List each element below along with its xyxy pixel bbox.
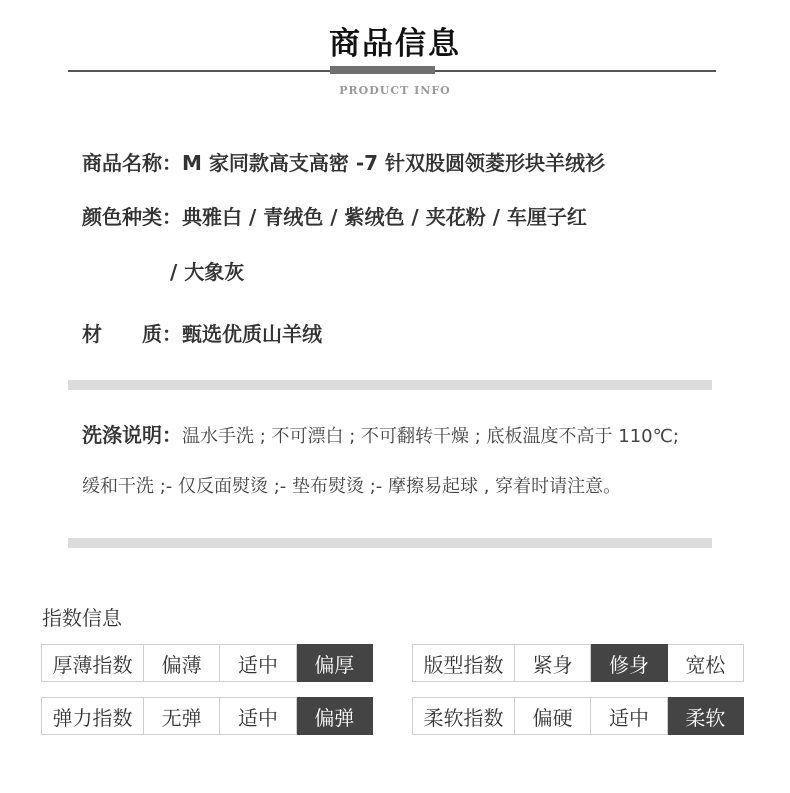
softness-option-hard: 偏硬 <box>515 698 591 735</box>
product-name-label: 商品名称： <box>82 151 182 175</box>
color-row <box>82 201 587 230</box>
elasticity-option-none: 无弹 <box>144 698 220 735</box>
separator-bar-top <box>68 380 712 390</box>
color-value-line1: 典雅白 / 青绒色 / 紫绒色 / 夹花粉 / 车厘子红 <box>182 205 587 229</box>
wash-text-1: 温水手洗 ; 不可漂白 ; 不可翻转干燥 ; 底板温度不高于 110℃; <box>182 426 679 447</box>
softness-index-label: 柔软指数 <box>413 698 515 735</box>
material-value: 甄选优质山羊绒 <box>182 322 322 346</box>
title-accent-bar <box>330 66 435 74</box>
product-name-row <box>82 147 605 176</box>
wash-label: 洗涤说明： <box>82 423 182 447</box>
softness-option-medium: 适中 <box>591 698 667 735</box>
material-row <box>82 318 322 347</box>
fit-option-loose: 宽松 <box>667 645 743 682</box>
elasticity-option-medium: 适中 <box>220 698 296 735</box>
color-label: 颜色种类： <box>82 205 182 229</box>
index-section-title: 指数信息 <box>42 606 122 630</box>
elasticity-option-stretchy: 偏弹 <box>296 698 372 735</box>
fit-option-tight: 紧身 <box>515 645 591 682</box>
elasticity-index-table <box>41 697 373 735</box>
softness-index-table <box>412 697 744 735</box>
thickness-option-thick: 偏厚 <box>296 645 372 682</box>
elasticity-index-label: 弹力指数 <box>42 698 144 735</box>
fit-index-label: 版型指数 <box>413 645 515 682</box>
wash-text-2: 缓和干洗 ;- 仅反面熨烫 ;- 垫布熨烫 ;- 摩擦易起球 , 穿着时请注意。 <box>82 476 622 497</box>
thickness-index-label: 厚薄指数 <box>42 645 144 682</box>
wash-line-1 <box>82 419 679 448</box>
fit-index-table <box>412 644 744 682</box>
wash-line-2 <box>82 472 621 498</box>
separator-bar-bottom <box>68 538 712 548</box>
product-name-value: M 家同款高支高密 -7 针双股圆领菱形块羊绒衫 <box>182 151 606 175</box>
thickness-option-thin: 偏薄 <box>144 645 220 682</box>
page-subtitle: PRODUCT INFO <box>339 84 451 97</box>
page-title: 商品信息 <box>329 26 461 62</box>
color-value-line2: / 大象灰 <box>170 260 245 284</box>
color-row-continued <box>170 256 244 285</box>
fit-option-slim: 修身 <box>591 645 667 682</box>
thickness-option-medium: 适中 <box>220 645 296 682</box>
material-label: 材 质： <box>82 322 182 346</box>
thickness-index-table <box>41 644 373 682</box>
softness-option-soft: 柔软 <box>667 698 743 735</box>
